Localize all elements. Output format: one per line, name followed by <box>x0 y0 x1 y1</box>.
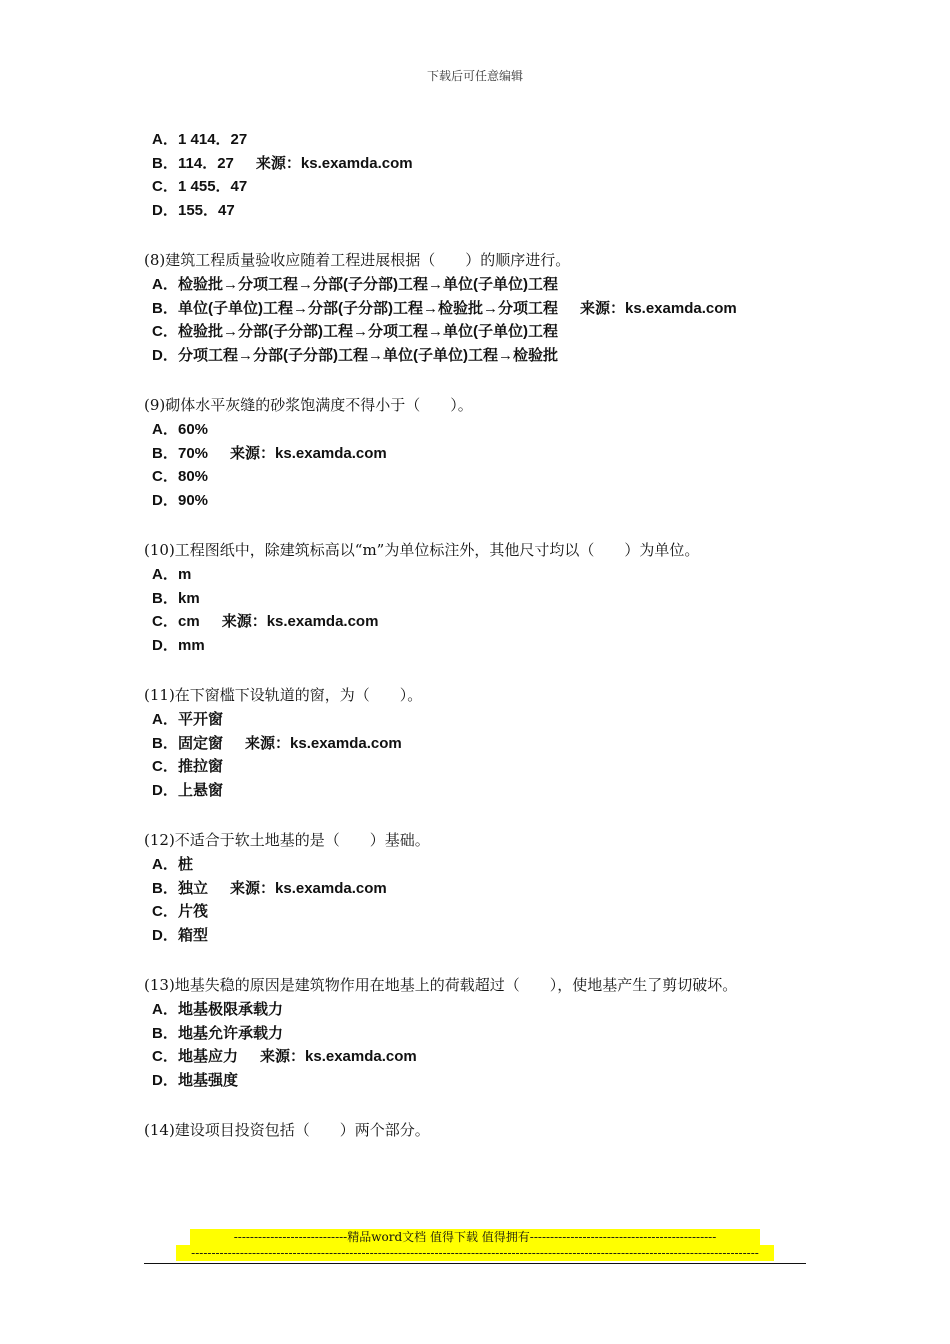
option-letter: C． <box>152 468 178 485</box>
answer-option <box>144 924 824 948</box>
source-note: 来源：ks.examda.com <box>230 444 387 462</box>
option-text: 固定窗 <box>178 734 224 752</box>
source-note: 来源：ks.examda.com <box>579 299 737 317</box>
option-letter: A． <box>152 566 178 583</box>
answer-option <box>144 418 824 442</box>
option-letter: D． <box>152 926 178 944</box>
option-letter: B． <box>152 879 178 897</box>
question-text: (12)不适合于软土地基的是（ ）基础。 <box>144 831 430 849</box>
option-text: mm <box>178 636 205 654</box>
option-letter: B． <box>152 589 178 607</box>
footer-banner-line-2: -------------------------------------------------------------------------------------------------------------------------------------------- <box>176 1245 774 1261</box>
answer-option <box>144 900 824 924</box>
option-text: 平开窗 <box>178 711 224 728</box>
option-letter: C． <box>152 613 178 630</box>
question-text: (9)砌体水平灰缝的砂浆饱满度不得小于（ ）。 <box>144 396 473 414</box>
option-letter: D． <box>152 1071 178 1089</box>
option-text: 分项工程→分部(子分部)工程→单位(子单位)工程→检验批 <box>178 346 558 364</box>
answer-option <box>144 297 824 321</box>
option-letter: D． <box>152 491 178 509</box>
option-letter: B． <box>152 154 178 172</box>
option-text: 地基强度 <box>178 1071 239 1089</box>
answer-option <box>144 199 824 223</box>
answer-option <box>144 175 824 199</box>
option-letter: C． <box>152 178 178 195</box>
answer-option <box>144 1069 824 1093</box>
question-block <box>144 974 824 1092</box>
option-text: 155．47 <box>178 201 235 219</box>
answer-option <box>144 634 824 658</box>
source-note: 来源：ks.examda.com <box>255 154 413 172</box>
option-text: 检验批→分项工程→分部(子分部)工程→单位(子单位)工程 <box>178 276 558 293</box>
option-text: 1 455．47 <box>178 178 248 195</box>
option-text: 1 414．27 <box>178 131 248 148</box>
answer-option <box>144 465 824 489</box>
source-note: 来源：ks.examda.com <box>230 879 387 897</box>
option-text: 上悬窗 <box>178 781 224 799</box>
answer-option <box>144 732 824 756</box>
option-text: 箱型 <box>178 926 209 944</box>
option-text: 单位(子单位)工程→分部(子分部)工程→检验批→分项工程 <box>178 299 558 317</box>
option-letter: D． <box>152 346 178 364</box>
option-text: 地基极限承载力 <box>178 1001 284 1018</box>
footer-divider <box>144 1263 806 1264</box>
question-text: (11)在下窗槛下设轨道的窗，为（ ）。 <box>144 686 423 704</box>
option-text: 推拉窗 <box>178 758 224 775</box>
answer-option <box>144 273 824 297</box>
option-letter: C． <box>152 323 178 340</box>
question-block <box>144 1119 824 1143</box>
option-letter: C． <box>152 758 178 775</box>
question-block <box>144 128 824 222</box>
option-text: 地基应力 <box>178 1048 239 1065</box>
option-letter: B． <box>152 1024 178 1042</box>
answer-option <box>144 779 824 803</box>
option-letter: C． <box>152 903 178 920</box>
option-letter: B． <box>152 734 178 752</box>
option-text: 片筏 <box>178 903 209 920</box>
option-text: 114．27 <box>178 154 234 172</box>
option-text: 70% <box>178 444 209 462</box>
option-text: 60% <box>178 421 209 438</box>
option-letter: A． <box>152 1001 178 1018</box>
option-text: m <box>178 566 192 583</box>
answer-option <box>144 610 824 634</box>
page-header: 下载后可任意编辑 <box>426 69 523 83</box>
option-letter: A． <box>152 711 178 728</box>
document-body <box>144 128 824 1170</box>
answer-option <box>144 344 824 368</box>
option-letter: A． <box>152 421 178 438</box>
option-text: 独立 <box>178 879 209 897</box>
source-note: 来源：ks.examda.com <box>245 734 402 752</box>
answer-option <box>144 1045 824 1069</box>
answer-option <box>144 128 824 152</box>
option-text: km <box>178 589 200 607</box>
option-letter: D． <box>152 781 178 799</box>
option-letter: B． <box>152 444 178 462</box>
question-text: (10)工程图纸中，除建筑标高以“m”为单位标注外，其他尺寸均以（ ）为单位。 <box>144 541 700 559</box>
answer-option <box>144 708 824 732</box>
answer-option <box>144 877 824 901</box>
option-letter: A． <box>152 276 178 293</box>
option-text: 地基允许承载力 <box>178 1024 284 1042</box>
answer-option <box>144 755 824 779</box>
source-note: 来源：ks.examda.com <box>260 1048 417 1065</box>
question-block <box>144 249 824 367</box>
answer-option <box>144 489 824 513</box>
answer-option <box>144 1022 824 1046</box>
option-letter: A． <box>152 131 178 148</box>
option-text: 桩 <box>178 856 194 873</box>
footer-banner-line-1: ----------------------------精品word文档 值得下载 值得拥有---------------------------------------------- <box>190 1229 760 1245</box>
answer-option <box>144 442 824 466</box>
question-block <box>144 684 824 802</box>
answer-option <box>144 853 824 877</box>
answer-option <box>144 563 824 587</box>
question-block <box>144 829 824 947</box>
option-letter: D． <box>152 201 178 219</box>
answer-option <box>144 320 824 344</box>
option-text: cm <box>178 613 200 630</box>
answer-option <box>144 998 824 1022</box>
question-block <box>144 539 824 657</box>
answer-option <box>144 587 824 611</box>
question-block <box>144 394 824 512</box>
question-text: (8)建筑工程质量验收应随着工程进展根据（ ）的顺序进行。 <box>144 251 571 269</box>
question-text: (14)建设项目投资包括（ ）两个部分。 <box>144 1121 430 1139</box>
option-letter: D． <box>152 636 178 654</box>
answer-option <box>144 152 824 176</box>
question-text: (13)地基失稳的原因是建筑物作用在地基上的荷载超过（ ），使地基产生了剪切破坏。 <box>144 976 738 994</box>
option-letter: B． <box>152 299 178 317</box>
option-text: 90% <box>178 491 209 509</box>
option-letter: C． <box>152 1048 178 1065</box>
source-note: 来源：ks.examda.com <box>221 613 379 630</box>
option-letter: A． <box>152 856 178 873</box>
option-text: 80% <box>178 468 209 485</box>
option-text: 检验批→分部(子分部)工程→分项工程→单位(子单位)工程 <box>178 323 558 340</box>
